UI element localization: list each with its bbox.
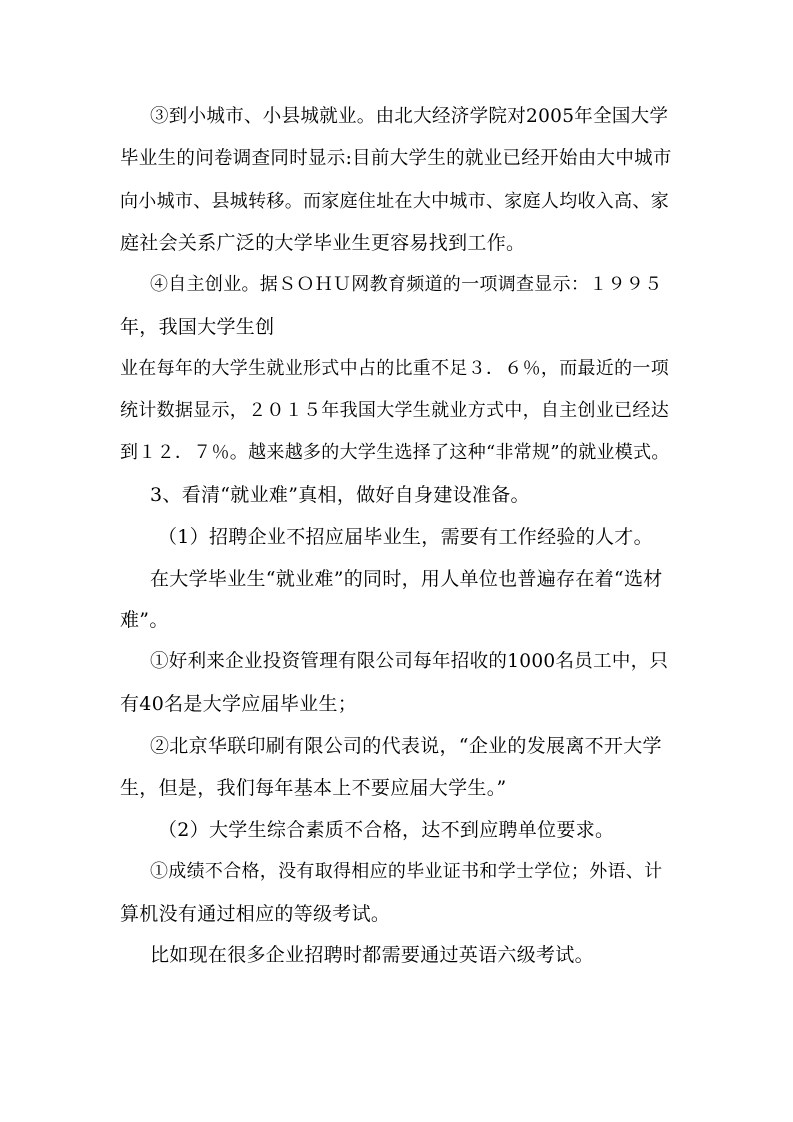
text-line: 毕业生的问卷调查同时显示:目前大学生的就业已经开始由大中城市 bbox=[120, 148, 672, 169]
text-line: ③到小城市、小县城就业。由北大经济学院对2005年全国大学 bbox=[150, 106, 669, 127]
text-line: ②北京华联印刷有限公司的代表说，“企业的发展离不开大学 bbox=[150, 735, 662, 757]
text-line: 难”。 bbox=[120, 609, 169, 631]
text-line: 生，但是，我们每年基本上不要应届大学生。” bbox=[120, 777, 507, 799]
text-line: 有40名是大学应届毕业生； bbox=[120, 693, 358, 715]
text-line: 庭社会关系广泛的大学毕业生更容易找到工作。 bbox=[120, 232, 526, 254]
text-line: ④自主创业。据ＳＯＨＵ网教育频道的一项调查显示：１９９５ bbox=[150, 274, 663, 295]
text-line: 在大学毕业生“就业难”的同时，用人单位也普遍存在着“选材 bbox=[150, 568, 663, 590]
text-line: 算机没有通过相应的等级考试。 bbox=[120, 903, 391, 925]
text-line: 到１２．７％。越来越多的大学生选择了这种“非常规”的就业模式。 bbox=[120, 442, 670, 463]
subsection-heading: （2）大学生综合素质不合格，达不到应聘单位要求。 bbox=[158, 819, 615, 841]
text-line: ①好利来企业投资管理有限公司每年招收的1000名员工中，只 bbox=[150, 651, 669, 672]
text-line: 比如现在很多企业招聘时都需要通过英语六级考试。 bbox=[150, 944, 594, 966]
text-line: 业在每年的大学生就业形式中占的比重不足３．６％，而最近的一项 bbox=[120, 358, 669, 379]
text-line: ①成绩不合格，没有取得相应的毕业证书和学士学位；外语、计 bbox=[150, 861, 663, 882]
subsection-heading: （1）招聘企业不招应届毕业生，需要有工作经验的人才。 bbox=[158, 526, 653, 548]
text-line: 年，我国大学生创 bbox=[120, 316, 275, 338]
section-heading: 3、看清“就业难”真相，做好自身建设准备。 bbox=[150, 484, 530, 506]
text-line: 统计数据显示，２０１５年我国大学生就业方式中，自主创业已经达 bbox=[120, 400, 669, 421]
text-line: 向小城市、县城转移。而家庭住址在大中城市、家庭人均收入高、家 bbox=[120, 191, 669, 212]
